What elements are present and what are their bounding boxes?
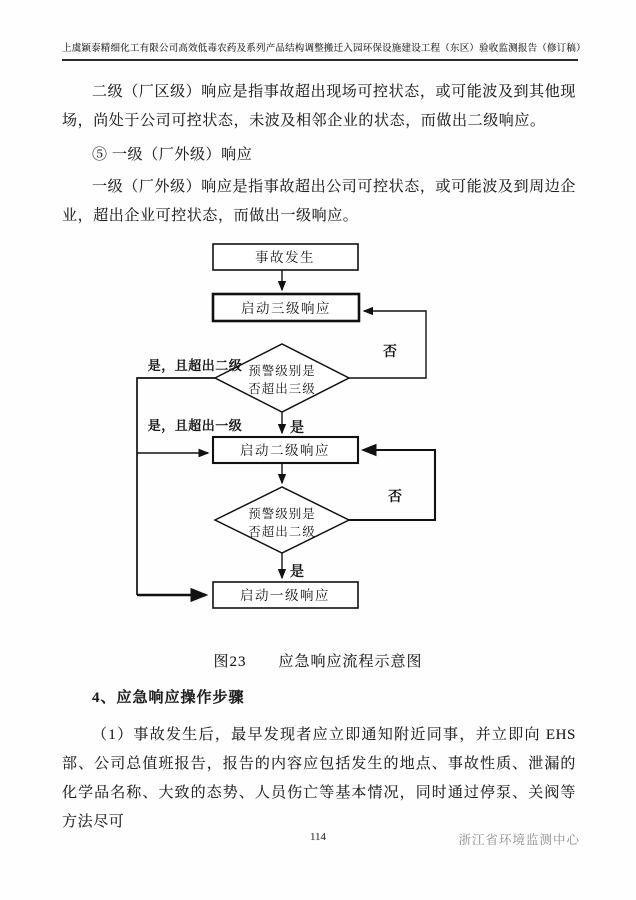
node-start-level1-response-label: 启动一级响应 [240,588,330,603]
decision-exceed-level2-line2: 否超出二级 [248,525,316,539]
paragraph-level1-response: 一级（厂外级）响应是指事故超出公司可控状态，或可能波及到周边企业，超出企业可控状态，而做出一级响应。 [62,179,576,224]
label-yes-exceed-level1: 是，且超出一级 [147,418,243,433]
flowchart-emergency-response [120,238,456,622]
section-heading: 4、应急响应操作步骤 [92,690,245,706]
body-text-bottom [62,684,576,842]
decision-exceed-level3-line1: 预警级别是 [248,364,316,378]
page-number: 114 [309,831,327,843]
body-text-top [62,78,576,236]
label-no-1: 否 [383,345,398,360]
decision-exceed-level3-line2: 否超出三级 [248,382,316,396]
label-yes-exceed-level2: 是，且超出二级 [147,358,243,373]
connector-no-loop-2 [349,450,435,520]
page-header [62,40,586,61]
figure-caption: 图23 应急响应流程示意图 [213,654,423,670]
label-yes-1: 是 [290,421,305,436]
label-no-2: 否 [388,490,403,505]
footer-organization: 浙江省环境监测中心 [458,833,580,847]
header-title: 上虞颖泰精细化工有限公司高效低毒农药及系列产品结构调整搬迁入园环保设施建设工程（东区）验收监测报告（修订稿） [62,44,586,54]
connector-left-branch [137,378,215,595]
decision-exceed-level3 [215,344,349,412]
node-start-level3-response-label: 启动三级响应 [241,301,331,316]
paragraph-step1: （1）事故发生后，最早发现者应立即通知附近同事，并立即向 EHS 部、公司总值班报告，报告的内容应包括发生的地点、事故性质、泄漏的化学品名称、大致的态势、人员伤亡等基本情况，同时通过停泵、关阀等方法尽可 [62,727,576,830]
paragraph-level2-response: 二级（厂区级）响应是指事故超出现场可控状态，或可能波及到其他现场，尚处于公司可控状态，未波及相邻企业的状态，而做出二级响应。 [62,84,576,129]
label-yes-2: 是 [290,565,305,580]
paragraph-item5-heading: ⑤ 一级（厂外级）响应 [92,147,253,163]
node-start-level2-response-label: 启动二级响应 [240,443,330,458]
node-accident-occurs-label: 事故发生 [255,250,315,265]
decision-exceed-level2-line1: 预警级别是 [248,507,316,521]
